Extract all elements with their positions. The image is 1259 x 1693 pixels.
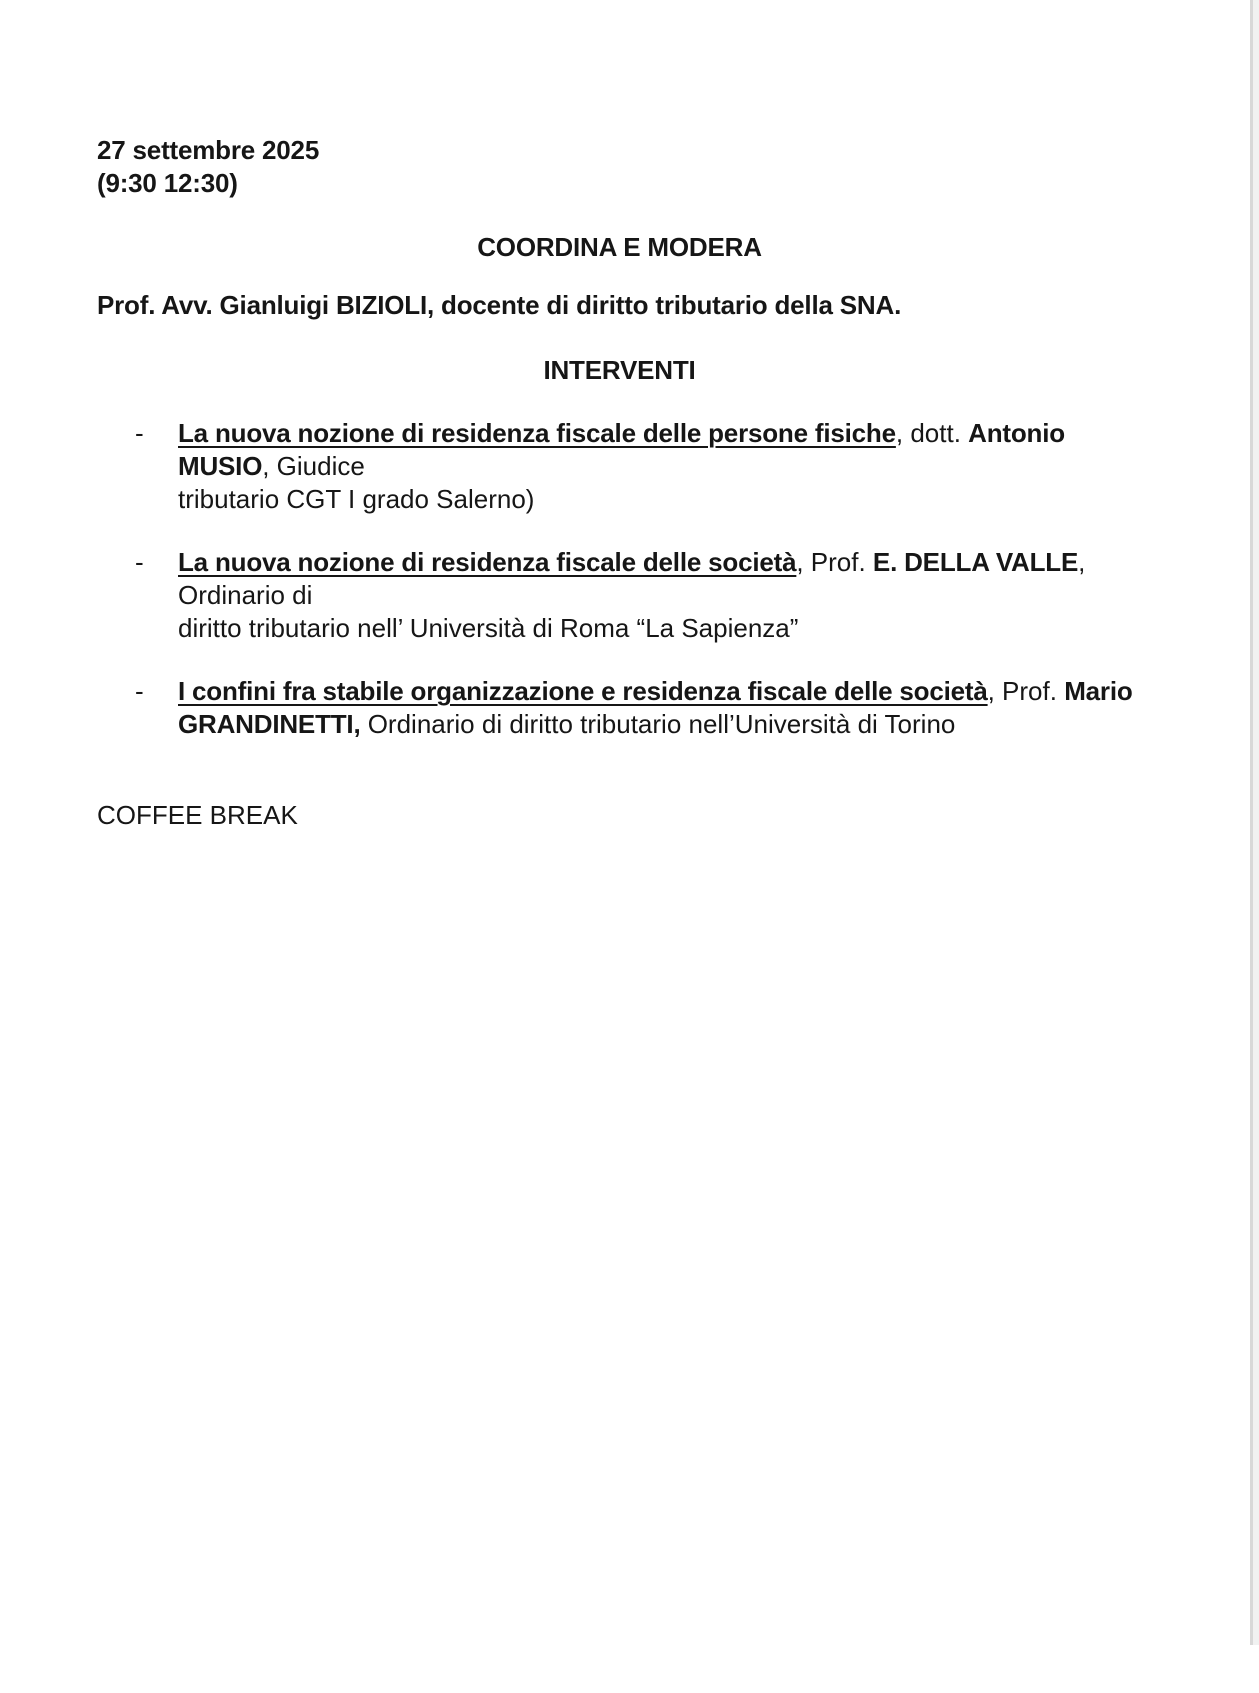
text-line — [178, 708, 1142, 741]
text-run: , Prof. — [796, 547, 873, 577]
bullet-dash: - — [135, 676, 144, 706]
list-item — [97, 546, 1142, 645]
speaker-name: E. DELLA VALLE — [872, 547, 1079, 577]
text-run: Ordinario di diritto tributario nell’Università di Torino — [360, 709, 956, 739]
talk-title: La nuova nozione di residenza fiscale delle persone fisiche — [178, 418, 896, 448]
speaker-name: Mario — [1064, 676, 1133, 706]
speaker-name: Antonio MUSIO — [178, 418, 1065, 481]
page-edge-line — [1250, 0, 1253, 1645]
text-run: tributario CGT I grado Salerno) — [178, 484, 535, 514]
text-line — [178, 417, 1142, 483]
text-run: , Prof. — [987, 676, 1065, 706]
text-run: diritto tributario nell’ Università di Roma “La Sapienza” — [178, 613, 799, 643]
list-item — [97, 417, 1142, 516]
document-content — [97, 0, 1142, 832]
bullet-dash: - — [135, 418, 144, 448]
text-line — [178, 612, 1142, 645]
heading-interventi: INTERVENTI — [543, 355, 696, 385]
session-date: 27 settembre 2025 — [97, 135, 320, 165]
list-item-text — [178, 546, 1142, 645]
list-item — [97, 675, 1142, 741]
text-line — [178, 675, 1142, 708]
list-item-text — [178, 417, 1142, 516]
text-run: , Giudice — [262, 451, 365, 481]
moderator-line: Prof. Avv. Gianluigi BIZIOLI, docente di diritto tributario della SNA. — [97, 290, 902, 320]
text-run: , dott. — [895, 418, 969, 448]
session-time: (9:30 12:30) — [97, 168, 238, 198]
session-date-block — [97, 134, 1142, 200]
interventions-list — [97, 417, 1142, 741]
talk-title: I confini fra stabile organizzazione e residenza fiscale delle società — [178, 676, 988, 706]
text-line — [178, 546, 1142, 612]
list-item-text — [178, 675, 1142, 741]
bullet-dash: - — [135, 547, 144, 577]
text-run: , Ordinario di — [178, 547, 1086, 610]
text-line — [178, 483, 1142, 516]
speaker-name: GRANDINETTI, — [178, 709, 361, 739]
heading-coordina-e-modera: COORDINA E MODERA — [477, 232, 762, 262]
page-edge-shadow — [1253, 0, 1259, 1645]
coffee-break-label: COFFEE BREAK — [97, 800, 298, 830]
talk-title: La nuova nozione di residenza fiscale delle società — [178, 547, 797, 577]
